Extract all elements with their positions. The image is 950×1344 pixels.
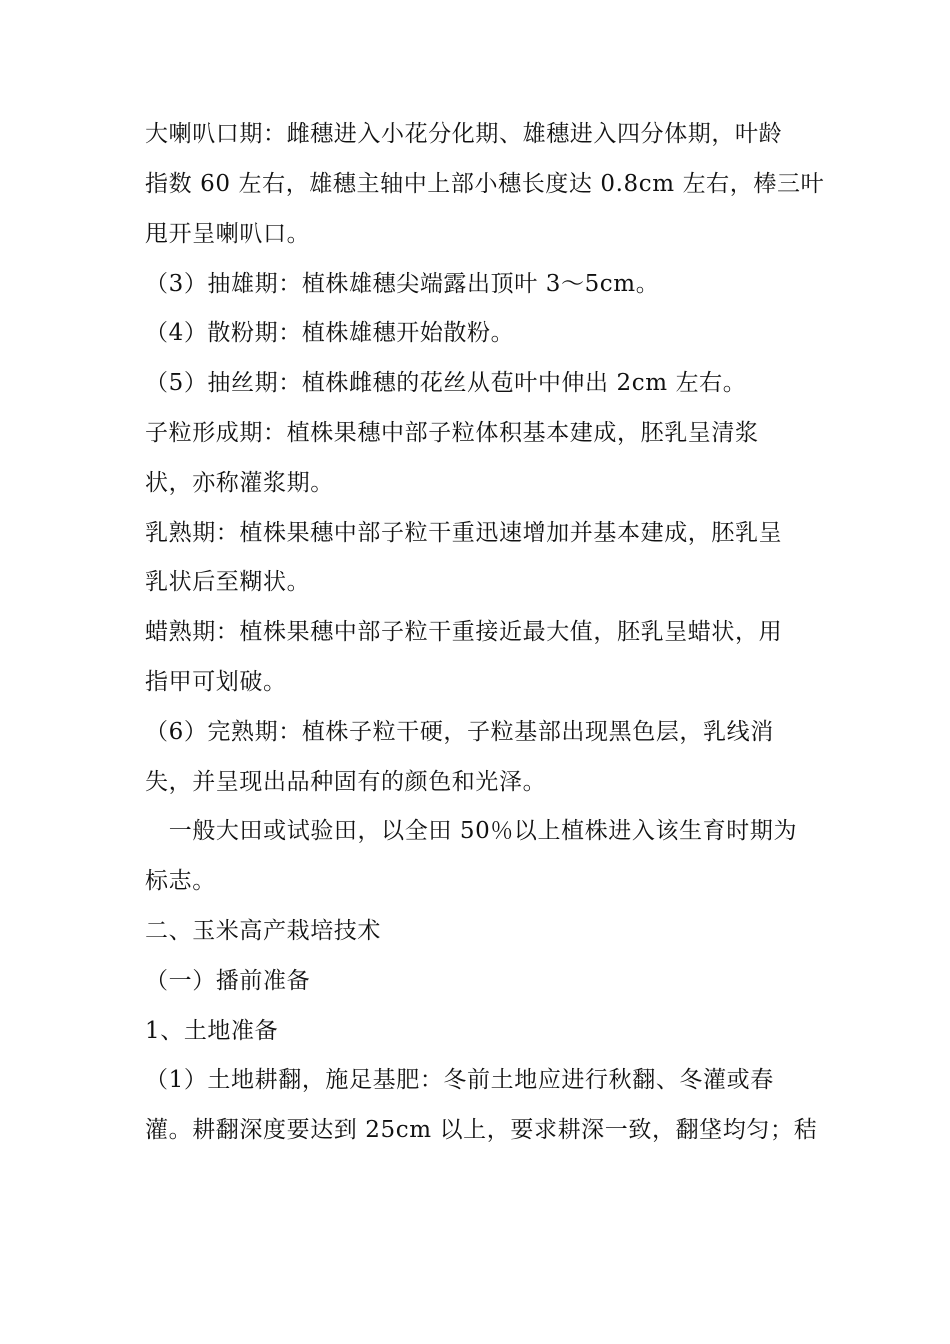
text-line: 失，并呈现出品种固有的颜色和光泽。 — [145, 769, 547, 795]
text-line: 一般大田或试验田，以全田 50％以上植株进入该生育时期为 — [145, 818, 798, 844]
text-line: 甩开呈喇叭口。 — [145, 221, 311, 247]
text-line: （4）散粉期：植株雄穗开始散粉。 — [145, 320, 515, 346]
text-line: 乳熟期：植株果穗中部子粒干重迅速增加并基本建成，胚乳呈 — [145, 520, 783, 546]
text-line: 指数 60 左右，雄穗主轴中上部小穗长度达 0.8cm 左右，棒三叶 — [145, 171, 825, 197]
text-line: （5）抽丝期：植株雌穗的花丝从苞叶中伸出 2cm 左右。 — [145, 370, 747, 396]
text-line: 子粒形成期：植株果穗中部子粒体积基本建成，胚乳呈清浆 — [145, 420, 759, 446]
text-line: （3）抽雄期：植株雄穗尖端露出顶叶 3～5cm。 — [145, 271, 660, 297]
text-line: 大喇叭口期：雌穗进入小花分化期、雄穗进入四分体期，叶龄 — [145, 121, 783, 147]
text-line: （6）完熟期：植株子粒干硬，子粒基部出现黑色层，乳线消 — [145, 719, 774, 745]
text-line: 蜡熟期：植株果穗中部子粒干重接近最大值，胚乳呈蜡状，用 — [145, 619, 783, 645]
subsection-heading: （一）播前准备 — [145, 968, 311, 994]
subsection-heading: 1、土地准备 — [145, 1018, 279, 1044]
text-line: 灌。耕翻深度要达到 25cm 以上，要求耕深一致，翻垡均匀；秸 — [145, 1117, 818, 1143]
section-heading: 二、玉米高产栽培技术 — [145, 918, 381, 944]
text-line: 指甲可划破。 — [145, 669, 287, 695]
text-line: 乳状后至糊状。 — [145, 569, 311, 595]
text-line: 状，亦称灌浆期。 — [145, 470, 334, 496]
text-line: 标志。 — [145, 868, 216, 894]
text-line: （1）土地耕翻，施足基肥：冬前土地应进行秋翻、冬灌或春 — [145, 1067, 774, 1093]
